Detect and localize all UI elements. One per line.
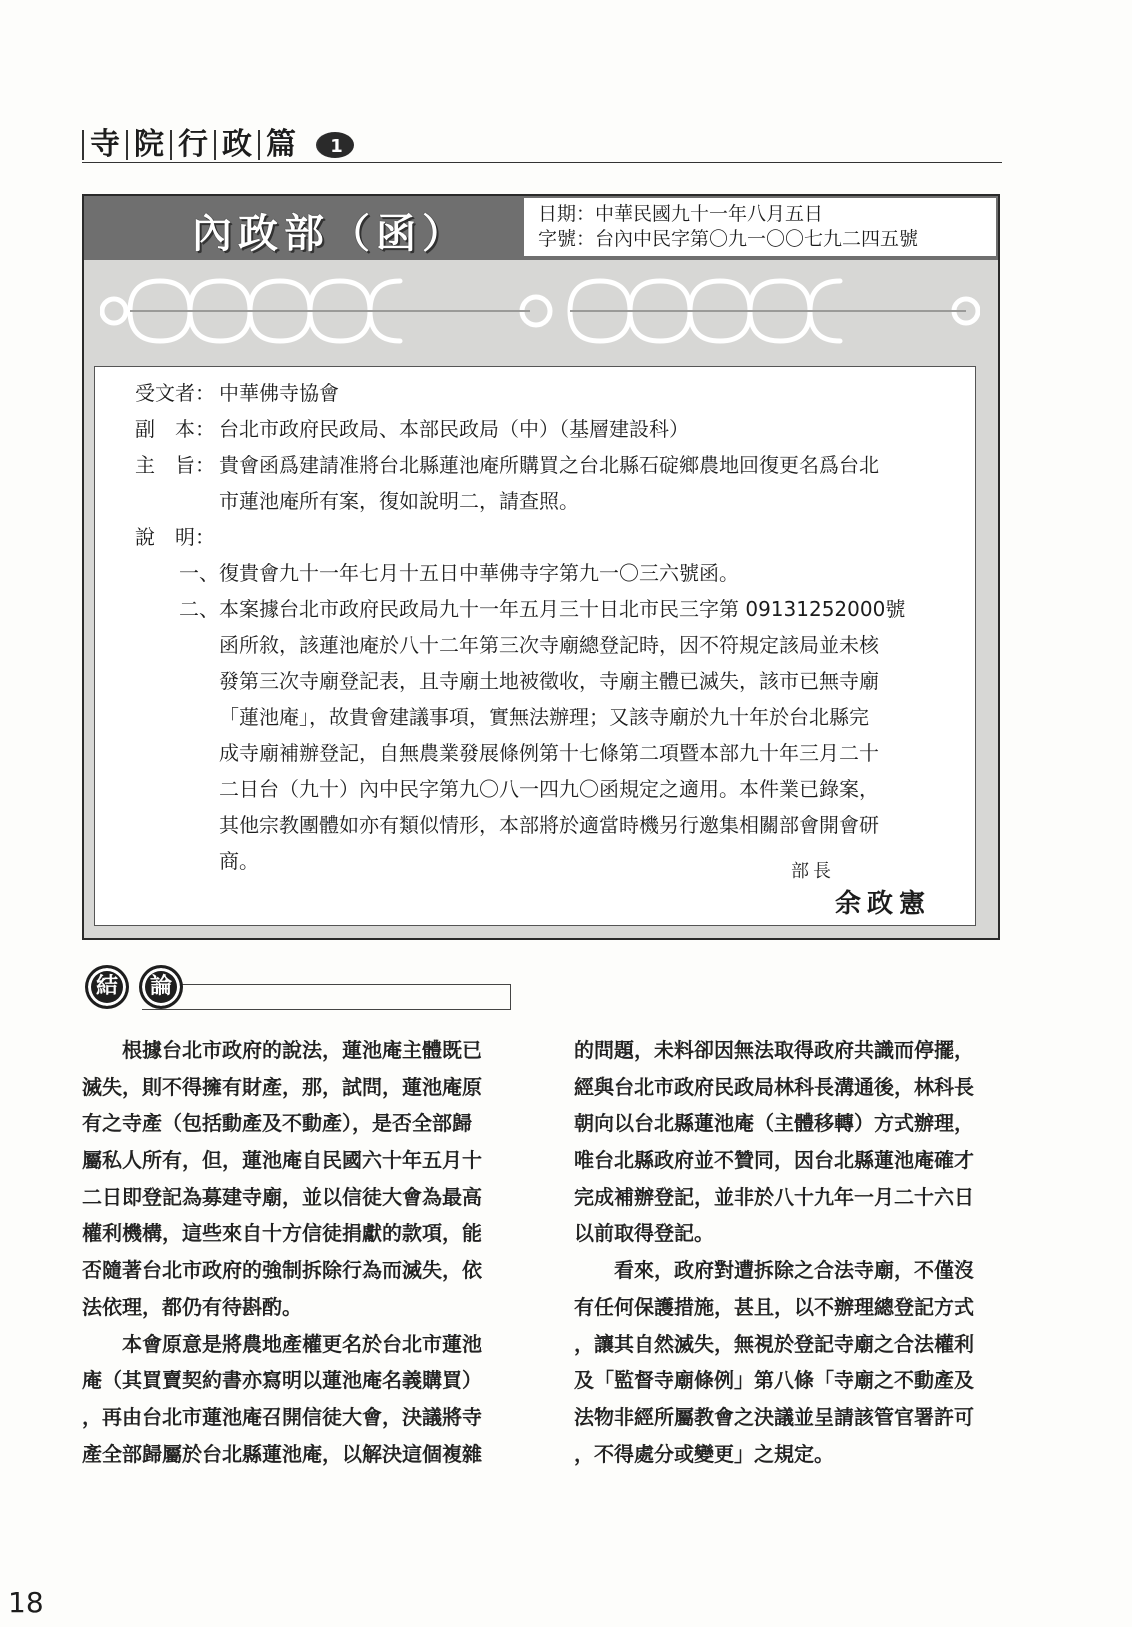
explain-item-2-line: 商。 (219, 849, 259, 873)
text-line: 以前取得登記。 (574, 1221, 714, 1246)
explain-item-2-line: 成寺廟補辦登記，自無農業發展條例第十七條第二項暨本部九十年三月二十 (219, 741, 879, 765)
text-line: ，再由台北市蓮池庵召開信徒大會，決議將寺 (82, 1404, 482, 1429)
recipient-value: 中華佛寺協會 (219, 381, 339, 405)
section-title (82, 128, 1002, 163)
conclusion-left-column (82, 1032, 512, 1472)
conclusion-heading-char: 結 (86, 966, 128, 1008)
conclusion-right-column (574, 1032, 1004, 1472)
signature-title: 部長 (791, 861, 835, 882)
text-line: 本會原意是將農地產權更名於台北市蓮池 (82, 1331, 482, 1356)
recipient-line (135, 381, 339, 405)
text-line: 朝向以台北縣蓮池庵（主體移轉）方式辦理， (574, 1111, 974, 1136)
text-line: 看來，政府對遭拆除之合法寺廟，不僅沒 (574, 1258, 974, 1283)
text-line: 有之寺產（包括動產及不動產），是否全部歸 (82, 1111, 472, 1136)
letter-date: 日期：中華民國九十一年八月五日 (538, 203, 824, 225)
text-line: 法依理，都仍有待斟酌。 (82, 1294, 302, 1319)
text-line: 二日即登記為募建寺廟，並以信徒大會為最高 (82, 1184, 482, 1209)
text-line: 產全部歸屬於台北縣蓮池庵，以解決這個複雜 (82, 1441, 482, 1466)
subject-line: 市蓮池庵所有案，復如說明二，請查照。 (219, 489, 579, 513)
subject-label: 主 旨： (135, 453, 215, 477)
ministry-letter (82, 194, 1000, 940)
text-line: 根據台北市政府的說法，蓮池庵主體既已 (82, 1038, 482, 1062)
copy-value: 台北市政府民政局、本部民政局（中）（基層建設科） (219, 417, 689, 441)
text-line: 否隨著台北市政府的強制拆除行為而滅失，依 (82, 1258, 482, 1283)
ministry-title: 內政部（函） (192, 210, 468, 257)
letter-reference: 字號：台內中民字第〇九一〇〇七九二四五號 (538, 228, 919, 250)
signature-name: 余政憲 (835, 889, 932, 919)
text-line: 完成補辦登記，並非於八十九年一月二十六日 (574, 1184, 974, 1209)
explain-label: 說 明： (135, 525, 215, 549)
ornament-band (100, 274, 980, 348)
explain-item-2-line: 「蓮池庵」，故貴會建議事項，實無法辦理；又該寺廟於九十年於台北縣完 (219, 705, 869, 729)
copy-line (135, 417, 689, 441)
text-line: ，不得處分或變更」之規定。 (574, 1441, 834, 1466)
explain-item-2-line: 二、本案據台北市政府民政局九十一年五月三十日北市民三字第 09131252000號 (179, 597, 906, 621)
text-line: 經與台北市政府民政局林科長溝通後，林科長 (574, 1074, 974, 1099)
letter-meta (524, 198, 996, 256)
text-line: 及「監督寺廟條例」第八條「寺廟之不動產及 (574, 1368, 974, 1393)
explain-item-2-line: 二日台（九十）內中民字第九〇八一四九〇函規定之適用。本件業已錄案， (219, 777, 879, 801)
text-line: 唯台北縣政府並不贊同，因台北縣蓮池庵確才 (574, 1148, 974, 1173)
section-char: 政 (214, 130, 258, 160)
page-number: 18 (8, 1586, 44, 1619)
section-char: 篇 (258, 130, 302, 160)
copy-label: 副 本： (135, 417, 215, 441)
section-char: 寺 (82, 130, 126, 160)
subject-line: 貴會函爲建請准將台北縣蓮池庵所購買之台北縣石碇鄉農地回復更名爲台北 (219, 453, 879, 477)
text-line: 滅失，則不得擁有財產，那，試問，蓮池庵原 (82, 1074, 482, 1099)
explain-item-1: 一、復貴會九十一年七月十五日中華佛寺字第九一〇三六號函。 (179, 561, 739, 585)
conclusion-heading-char: 論 (140, 966, 182, 1008)
text-line: 有任何保護措施，甚且，以不辦理總登記方式 (574, 1294, 974, 1319)
conclusion-heading-bar (142, 984, 511, 1010)
explain-item-2-line: 其他宗教團體如亦有類似情形，本部將於適當時機另行邀集相關部會開會研 (219, 813, 879, 837)
explain-item-2-line: 函所敘，該蓮池庵於八十二年第三次寺廟總登記時，因不符規定該局並未核 (219, 633, 879, 657)
explain-item-2-line: 發第三次寺廟登記表，且寺廟土地被徵收，寺廟主體已滅失，該市已無寺廟 (219, 669, 879, 693)
section-number-badge: 1 (316, 132, 354, 158)
text-line: 權利機構，這些來自十方信徒捐獻的款項，能 (82, 1221, 482, 1246)
text-line: 的問題，未料卻因無法取得政府共識而停擺， (574, 1038, 974, 1062)
text-line: 庵（其買賣契約書亦寫明以蓮池庵名義購買） (82, 1368, 482, 1393)
letter-body (94, 366, 976, 926)
section-char: 行 (170, 130, 214, 160)
letter-header-band (84, 196, 998, 260)
recipient-label: 受文者： (135, 381, 215, 405)
text-line: 屬私人所有，但，蓮池庵自民國六十年五月十 (82, 1148, 482, 1173)
section-char: 院 (126, 130, 170, 160)
text-line: ，讓其自然滅失，無視於登記寺廟之合法權利 (574, 1331, 974, 1356)
text-line: 法物非經所屬教會之決議並呈請該管官署許可 (574, 1404, 974, 1429)
conclusion-heading (82, 962, 510, 1008)
